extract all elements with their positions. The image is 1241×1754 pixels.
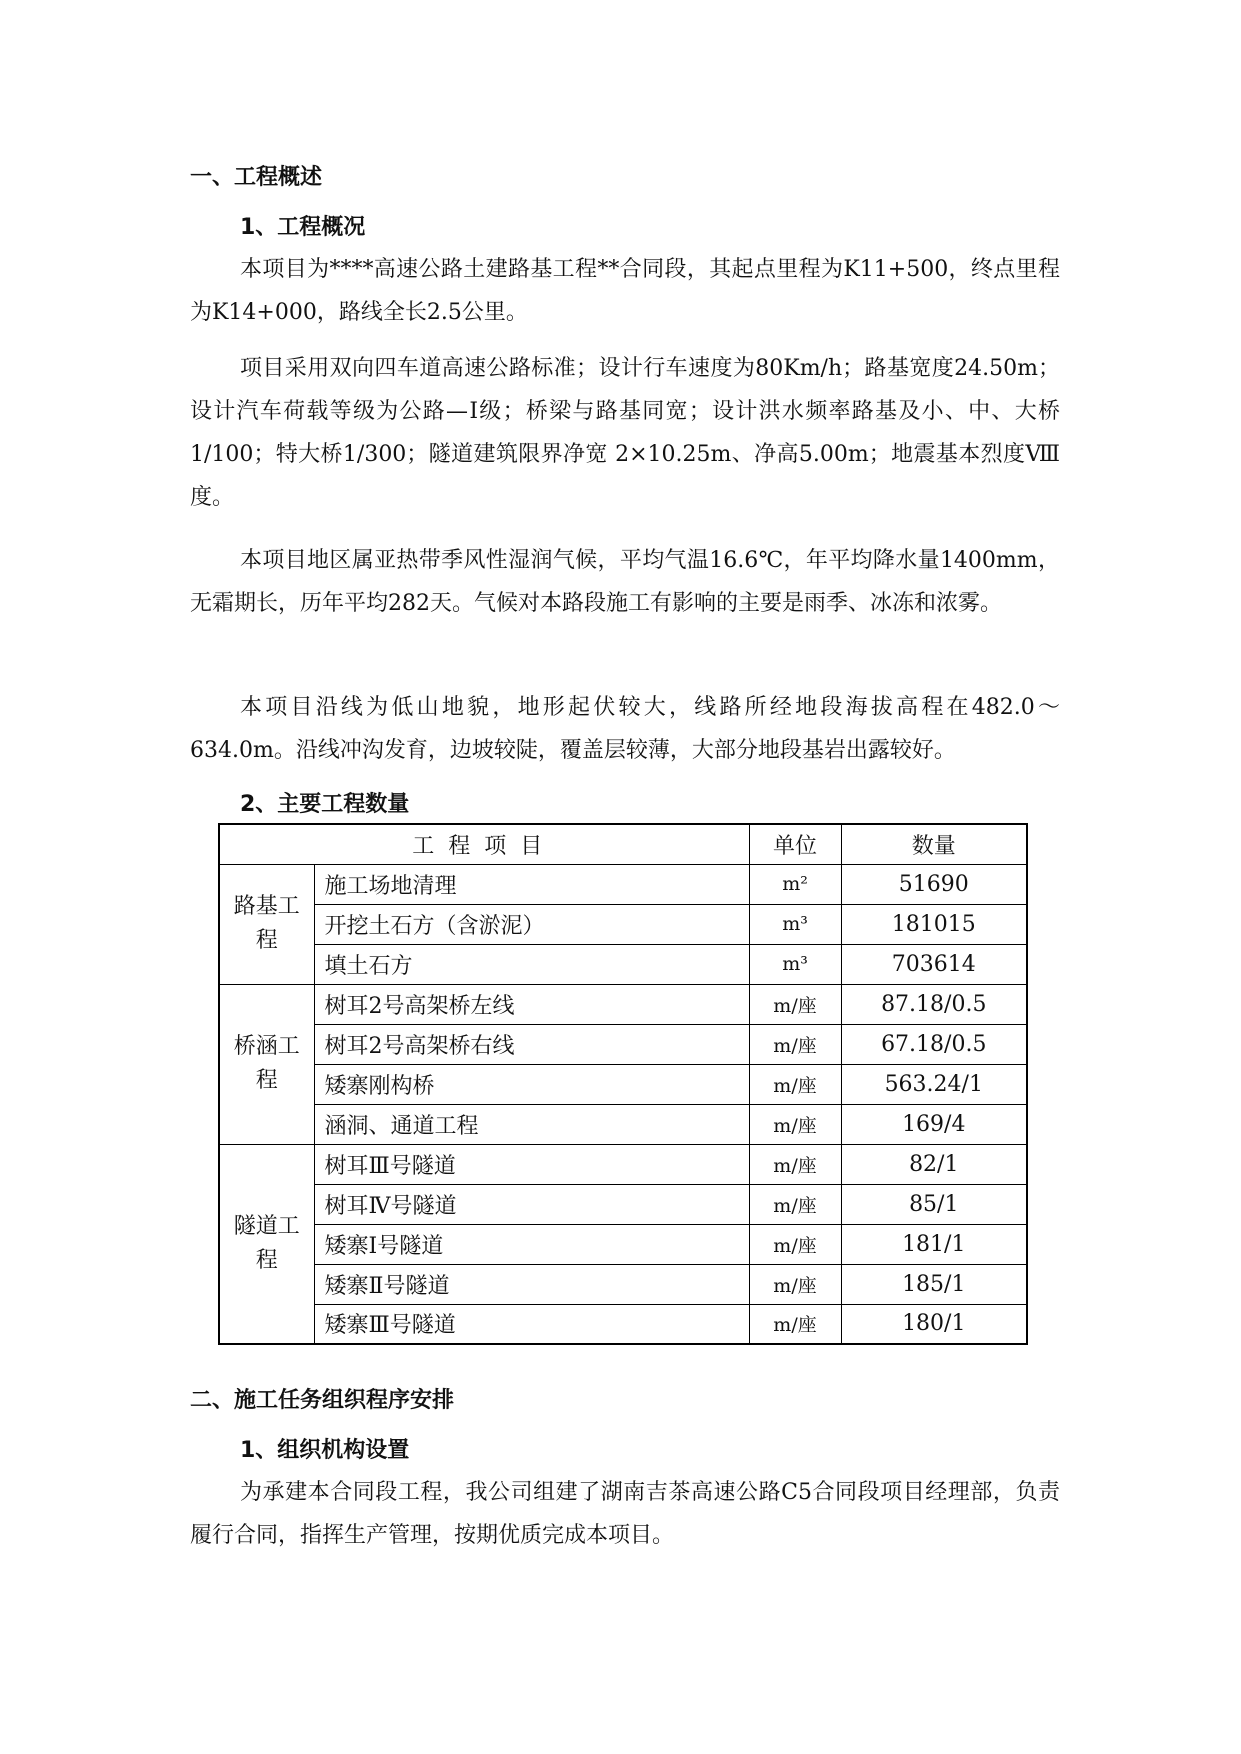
item-name: 矮寨Ⅰ号隧道 — [314, 1224, 749, 1264]
subsection-heading-1-2: 2、主要工程数量 — [240, 792, 410, 817]
table-row — [219, 984, 1027, 1024]
header-item: 工程项目 — [219, 824, 749, 864]
paragraph-project-location: 本项目为****高速公路土建路基工程**合同段，其起点里程为K11+500，终点里程为K14+000，路线全长2.5公里。 — [190, 257, 1060, 325]
table-row — [219, 1144, 1027, 1184]
table-row — [219, 1304, 1027, 1344]
header-qty: 数量 — [841, 824, 1027, 864]
item-qty: 181/1 — [841, 1224, 1027, 1264]
paragraph-design-standards: 项目采用双向四车道高速公路标准；设计行车速度为80Km/h；路基宽度24.50m；设计汽车荷载等级为公路—Ⅰ级；桥梁与路基同宽；设计洪水频率路基及小、中、大桥1/100；特大桥1/300；隧道建筑限界净宽 2×10.25m、净高5.00m；地震基本烈度Ⅷ度。 — [190, 356, 1060, 510]
item-name: 矮寨Ⅱ号隧道 — [314, 1264, 749, 1304]
item-qty: 563.24/1 — [841, 1064, 1027, 1104]
item-name: 填土石方 — [314, 944, 749, 984]
item-unit: m/座 — [749, 1144, 841, 1184]
table-row — [219, 1224, 1027, 1264]
section-heading-2: 二、施工任务组织程序安排 — [190, 1388, 455, 1413]
table-row — [219, 1264, 1027, 1304]
table-row — [219, 1104, 1027, 1144]
item-name: 矮寨刚构桥 — [314, 1064, 749, 1104]
item-name: 树耳2号高架桥右线 — [314, 1024, 749, 1064]
item-qty: 180/1 — [841, 1304, 1027, 1344]
item-unit: m/座 — [749, 1304, 841, 1344]
item-unit: m/座 — [749, 984, 841, 1024]
item-name: 树耳2号高架桥左线 — [314, 984, 749, 1024]
table-row — [219, 864, 1027, 904]
subsection-heading-2-1: 1、组织机构设置 — [240, 1438, 410, 1463]
item-name: 涵洞、通道工程 — [314, 1104, 749, 1144]
table-row — [219, 1184, 1027, 1224]
item-unit: m/座 — [749, 1064, 841, 1104]
item-unit: m² — [749, 864, 841, 904]
paragraph-climate: 本项目地区属亚热带季风性湿润气候，平均气温16.6℃，年平均降水量1400mm，无霜期长，历年平均282天。气候对本路段施工有影响的主要是雨季、冰冻和浓雾。 — [190, 548, 1060, 616]
header-unit: 单位 — [749, 824, 841, 864]
table-row — [219, 904, 1027, 944]
item-unit: m/座 — [749, 1184, 841, 1224]
item-name: 矮寨Ⅲ号隧道 — [314, 1304, 749, 1344]
table-header-row — [219, 824, 1027, 864]
item-qty: 82/1 — [841, 1144, 1027, 1184]
category-cell: 隧道工程 — [219, 1144, 314, 1344]
item-unit: m/座 — [749, 1224, 841, 1264]
item-unit: m³ — [749, 944, 841, 984]
item-name: 开挖土石方（含淤泥） — [314, 904, 749, 944]
item-qty: 181015 — [841, 904, 1027, 944]
item-qty: 703614 — [841, 944, 1027, 984]
table-row — [219, 1064, 1027, 1104]
item-unit: m³ — [749, 904, 841, 944]
item-name: 施工场地清理 — [314, 864, 749, 904]
item-qty: 85/1 — [841, 1184, 1027, 1224]
paragraph-terrain: 本项目沿线为低山地貌，地形起伏较大，线路所经地段海拔高程在482.0～634.0m。沿线冲沟发育，边坡较陡，覆盖层较薄，大部分地段基岩出露较好。 — [190, 695, 1060, 763]
item-unit: m/座 — [749, 1264, 841, 1304]
table-row — [219, 1024, 1027, 1064]
subsection-heading-1-1: 1、工程概况 — [240, 215, 366, 240]
quantities-table — [218, 823, 1028, 1345]
item-unit: m/座 — [749, 1104, 841, 1144]
item-qty: 169/4 — [841, 1104, 1027, 1144]
item-name: 树耳Ⅳ号隧道 — [314, 1184, 749, 1224]
item-unit: m/座 — [749, 1024, 841, 1064]
category-cell: 路基工程 — [219, 864, 314, 984]
section-heading-1: 一、工程概述 — [190, 165, 323, 190]
category-cell: 桥涵工程 — [219, 984, 314, 1144]
item-qty: 51690 — [841, 864, 1027, 904]
item-name: 树耳Ⅲ号隧道 — [314, 1144, 749, 1184]
item-qty: 67.18/0.5 — [841, 1024, 1027, 1064]
item-qty: 87.18/0.5 — [841, 984, 1027, 1024]
table-row — [219, 944, 1027, 984]
paragraph-organization: 为承建本合同段工程，我公司组建了湖南吉茶高速公路C5合同段项目经理部，负责履行合同，指挥生产管理，按期优质完成本项目。 — [190, 1480, 1060, 1548]
item-qty: 185/1 — [841, 1264, 1027, 1304]
